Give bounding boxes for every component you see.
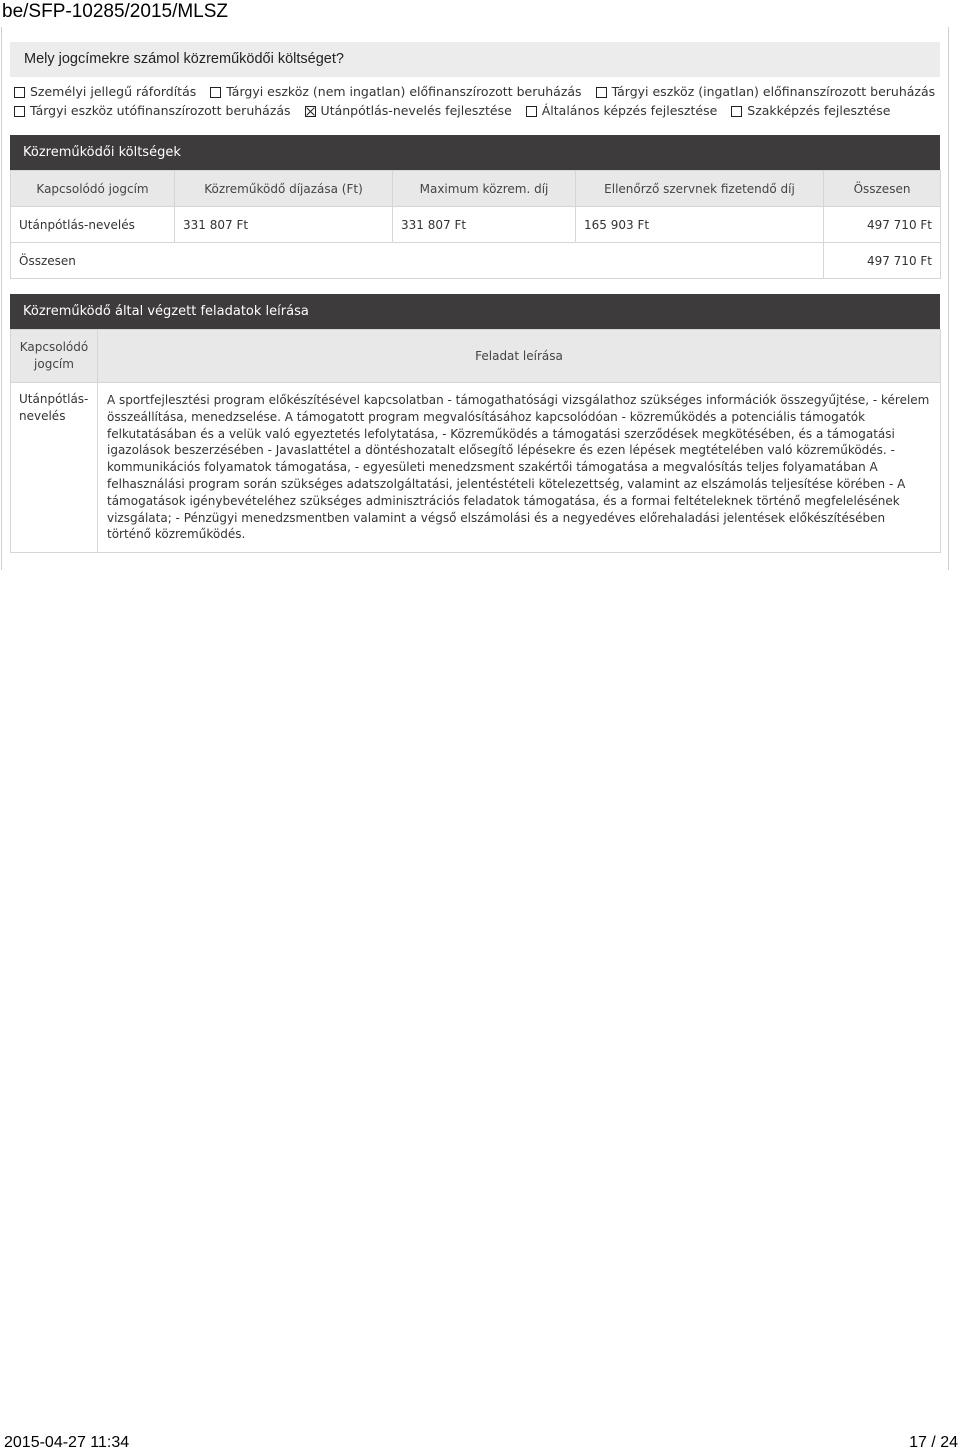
col-feladat-leirasa: Feladat leírása (98, 330, 941, 383)
cell-ellenorzo: 165 903 Ft (576, 207, 824, 243)
option-targyi-utofinanszirozott[interactable]: Tárgyi eszköz utófinanszírozott beruházás (14, 101, 291, 120)
total-value: 497 710 Ft (824, 243, 941, 279)
checkbox-icon[interactable] (596, 87, 607, 98)
table-row (11, 383, 941, 553)
cell-dijazas: 331 807 Ft (175, 207, 393, 243)
tasks-table (10, 329, 941, 553)
cell-osszesen: 497 710 Ft (824, 207, 941, 243)
table-row (11, 207, 941, 243)
total-label: Összesen (11, 243, 824, 279)
option-utanpotlas[interactable]: Utánpótlás-nevelés fejlesztése (305, 101, 512, 120)
checked-checkbox-icon[interactable] (305, 106, 316, 117)
costs-section-title: Közreműködői költségek (10, 135, 940, 170)
category-options (14, 82, 944, 120)
tasks-header-row (11, 330, 941, 383)
costs-table (10, 170, 941, 279)
total-row (11, 243, 941, 279)
option-altalanos-kepzes[interactable]: Általános képzés fejlesztése (526, 101, 718, 120)
option-row-1 (14, 82, 944, 101)
col-osszesen: Összesen (824, 171, 941, 207)
option-szakkepzes[interactable]: Szakképzés fejlesztése (731, 101, 890, 120)
checkbox-icon[interactable] (210, 87, 221, 98)
cell-jogcim: Utánpótlás-nevelés (11, 383, 98, 553)
col-kapcsolodo-jogcim: Kapcsolódó jogcím (11, 171, 175, 207)
col-kozremukodo-dijazasa: Közreműködő díjazása (Ft) (175, 171, 393, 207)
checkbox-icon[interactable] (731, 106, 742, 117)
footer-timestamp: 2015-04-27 11:34 (4, 1434, 130, 1451)
checkbox-icon[interactable] (14, 87, 25, 98)
option-szemelyi[interactable]: Személyi jellegű ráfordítás (14, 82, 196, 101)
option-row-2 (14, 101, 944, 120)
checkbox-icon[interactable] (14, 106, 25, 117)
checkbox-icon[interactable] (526, 106, 537, 117)
col-kapcsolodo-jogcim: Kapcsolódó jogcím (11, 330, 98, 383)
col-ellenorzo-dij: Ellenőrző szervnek fizetendő díj (576, 171, 824, 207)
col-maximum-dij: Maximum közrem. díj (393, 171, 576, 207)
cell-feladat-leiras: A sportfejlesztési program előkészítésével kapcsolatban - támogathatósági vizsgálathoz szükséges információk összegyűjtése, - kérelem összeállítása, menedzselése. A támogatott program megvalósításához kapcsolódóan - közreműködés a potenciális támogatók felkutatásában és a velük való egyeztetés lefolytatása, - Közreműködés a támogatási szerződések megkötésében, és a támogatási igazolások beszerzésében - Javaslattétel a döntéshozatalt elősegítő lépésekre és ezen lépések megtételében való közreműködés. - kommunikációs folyamatok támogatása, - egyesületi menedzsment szakértői támogatása a megvalósítás teljes folyamatában A felhasználási program során szükséges adatszolgáltatási, jelentéstételi kötelezettség, valamint az elszámolás teljesítése körében - A támogatások igénybevételéhez szükséges adminisztrációs feladatok támogatása, és a formai feltételeknek történő megfelelésének vizsgálata; - Pénzügyi menedzsmentben valamint a végső elszámolási és a negyedéves előrehaladási jelentések előkészítésében történő közreműködés. (98, 383, 941, 553)
cell-jogcim: Utánpótlás-nevelés (11, 207, 175, 243)
option-targyi-nem-ingatlan[interactable]: Tárgyi eszköz (nem ingatlan) előfinanszírozott beruházás (210, 82, 581, 101)
costs-header-row (11, 171, 941, 207)
footer-page-number: 17 / 24 (909, 1434, 958, 1451)
document-id: be/SFP-10285/2015/MLSZ (2, 1, 229, 22)
option-targyi-ingatlan[interactable]: Tárgyi eszköz (ingatlan) előfinanszírozott beruházás (596, 82, 936, 101)
question-label: Mely jogcímekre számol közreműködői költséget? (10, 42, 940, 77)
tasks-section-title: Közreműködő által végzett feladatok leírása (10, 294, 940, 329)
cell-maximum: 331 807 Ft (393, 207, 576, 243)
